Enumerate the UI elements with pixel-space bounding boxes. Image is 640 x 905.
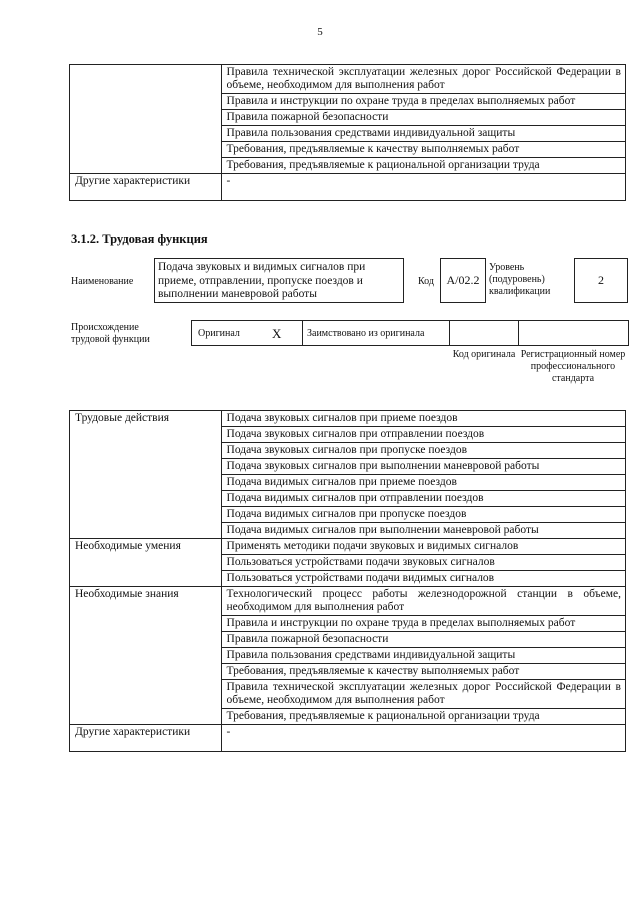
actions-item: Подача звуковых сигналов при выполнении маневровой работы [221, 459, 625, 475]
function-name-box [154, 258, 404, 303]
code-caption: Код оригинала [452, 349, 516, 360]
knowledge-item: Правила пожарной безопасности [221, 632, 625, 648]
knowledge-label: Необходимые знания [70, 587, 222, 725]
original-mark: X [272, 326, 282, 341]
original-label: Оригинал [198, 328, 240, 339]
top-table [69, 64, 626, 201]
actions-item: Подача видимых сигналов при приеме поездов [221, 475, 625, 491]
skills-item: Применять методики подачи звуковых и видимых сигналов [221, 539, 625, 555]
borrowed-label: Заимствовано из оригинала [307, 328, 425, 339]
actions-item: Подача звуковых сигналов при пропуске поездов [221, 443, 625, 459]
top-knowledge-item: Правила пожарной безопасности [221, 110, 625, 126]
other-row [70, 725, 626, 752]
knowledge-item: Правила пользования средствами индивидуальной защиты [221, 648, 625, 664]
origin-divider-3 [518, 320, 519, 346]
actions-item: Подача звуковых сигналов при приеме поездов [221, 411, 625, 427]
origin-divider-1 [302, 320, 303, 346]
top-other-value: - [221, 174, 625, 201]
code-label: Код [418, 276, 434, 287]
level-box [574, 258, 628, 303]
level-label: Уровень (подуровень) квалификации [489, 262, 551, 297]
top-other-label: Другие характеристики [70, 174, 222, 201]
actions-item: Подача звуковых сигналов при отправлении поездов [221, 427, 625, 443]
section-title: 3.1.2. Трудовая функция [71, 232, 208, 246]
actions-row [70, 411, 626, 427]
function-code: А/02.2 [446, 273, 480, 287]
top-knowledge-item: Правила и инструкции по охране труда в пределах выполняемых работ [221, 94, 625, 110]
other-value: - [221, 725, 625, 752]
knowledge-item: Требования, предъявляемые к рациональной организации труда [221, 709, 625, 725]
top-knowledge-item: Правила пользования средствами индивидуальной защиты [221, 126, 625, 142]
knowledge-item: Правила технической эксплуатации железных дорог Российской Федерации в объеме, необходимом для выполнения работ [221, 680, 625, 709]
function-code-box [440, 258, 486, 303]
skills-row [70, 539, 626, 555]
page-number: 5 [317, 26, 323, 38]
top-knowledge-row [70, 65, 626, 94]
top-knowledge-item: Правила технической эксплуатации железных дорог Российской Федерации в объеме, необходимом для выполнения работ [221, 65, 625, 94]
name-label: Наименование [71, 276, 134, 287]
skills-item: Пользоваться устройствами подачи видимых сигналов [221, 571, 625, 587]
level-value: 2 [598, 273, 604, 287]
other-label: Другие характеристики [70, 725, 222, 752]
top-knowledge-label [70, 65, 222, 174]
top-other-row [70, 174, 626, 201]
actions-item: Подача видимых сигналов при пропуске поездов [221, 507, 625, 523]
function-name: Подача звуковых и видимых сигналов при приеме, отправлении, пропуске поездов и выполнении маневровой работы [158, 261, 366, 300]
actions-item: Подача видимых сигналов при отправлении поездов [221, 491, 625, 507]
top-knowledge-item: Требования, предъявляемые к качеству выполняемых работ [221, 142, 625, 158]
skills-label: Необходимые умения [70, 539, 222, 587]
top-knowledge-item: Требования, предъявляемые к рациональной организации труда [221, 158, 625, 174]
skills-item: Пользоваться устройствами подачи звуковых сигналов [221, 555, 625, 571]
knowledge-item: Требования, предъявляемые к качеству выполняемых работ [221, 664, 625, 680]
origin-label: Происхождение трудовой функции [71, 322, 150, 345]
actions-label: Трудовые действия [70, 411, 222, 539]
knowledge-row [70, 587, 626, 616]
knowledge-item: Правила и инструкции по охране труда в пределах выполняемых работ [221, 616, 625, 632]
origin-divider-2 [449, 320, 450, 346]
knowledge-item: Технологический процесс работы железнодорожной станции в объеме, необходимом для выполнения работ [221, 587, 625, 616]
actions-item: Подача видимых сигналов при выполнении маневровой работы [221, 523, 625, 539]
main-table [69, 410, 626, 752]
reg-caption: Регистрационный номер профессионального стандарта [520, 349, 626, 384]
